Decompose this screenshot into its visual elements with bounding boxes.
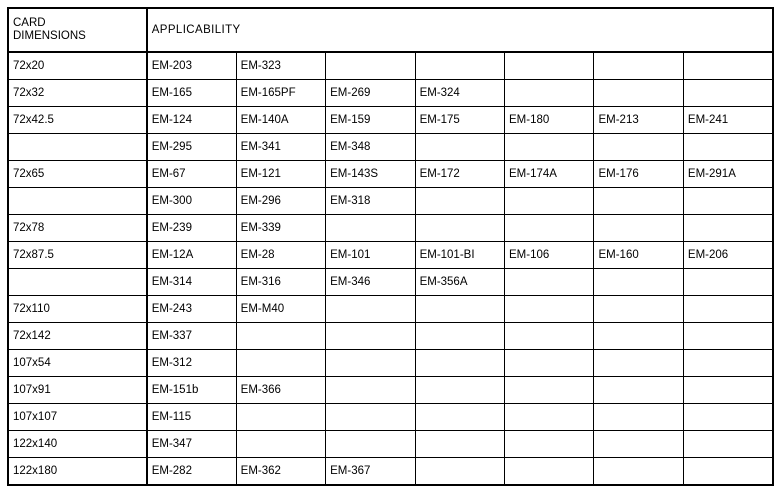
cell-applicability [326,350,415,377]
cell-applicability [415,431,504,458]
cell-applicability: EM-67 [147,161,236,188]
cell-applicability [326,377,415,404]
cell-applicability [683,52,773,80]
cell-applicability [415,404,504,431]
cell-applicability: EM-295 [147,134,236,161]
cell-applicability: EM-115 [147,404,236,431]
cell-applicability: EM-174A [505,161,594,188]
table-row [8,107,773,134]
cell-applicability [236,431,325,458]
cell-applicability: EM-300 [147,188,236,215]
cell-applicability: EM-269 [326,80,415,107]
cell-applicability [505,134,594,161]
header-card-dimensions [8,8,147,52]
cell-card-dimension: 72x32 [8,80,147,107]
cell-applicability: EM-12A [147,242,236,269]
cell-card-dimension: 72x110 [8,296,147,323]
card-dimensions-table [7,7,774,486]
cell-applicability [415,188,504,215]
cell-applicability: EM-M40 [236,296,325,323]
cell-applicability [594,188,683,215]
table-row [8,269,773,296]
table-row [8,458,773,486]
cell-applicability [594,350,683,377]
cell-applicability: EM-312 [147,350,236,377]
cell-applicability [683,296,773,323]
cell-applicability [683,80,773,107]
cell-applicability: EM-347 [147,431,236,458]
table-row [8,80,773,107]
cell-applicability [505,52,594,80]
cell-applicability: EM-341 [236,134,325,161]
cell-applicability [594,323,683,350]
cell-card-dimension: 107x54 [8,350,147,377]
cell-applicability [683,323,773,350]
cell-applicability [236,323,325,350]
cell-applicability [505,404,594,431]
table-header [8,8,773,52]
table-row [8,350,773,377]
cell-applicability: EM-160 [594,242,683,269]
cell-applicability: EM-339 [236,215,325,242]
cell-applicability [683,431,773,458]
cell-applicability: EM-165 [147,80,236,107]
cell-applicability [415,296,504,323]
cell-applicability: EM-241 [683,107,773,134]
cell-card-dimension: 122x140 [8,431,147,458]
cell-applicability [505,458,594,486]
cell-applicability [326,404,415,431]
cell-applicability [236,350,325,377]
table-row [8,404,773,431]
table-row [8,323,773,350]
cell-applicability: EM-296 [236,188,325,215]
cell-applicability [683,350,773,377]
cell-applicability [415,377,504,404]
cell-applicability [594,296,683,323]
table-row [8,161,773,188]
cell-applicability [415,52,504,80]
cell-applicability [594,458,683,486]
cell-applicability [505,377,594,404]
cell-applicability: EM-151b [147,377,236,404]
cell-applicability [683,377,773,404]
cell-card-dimension: 107x91 [8,377,147,404]
cell-card-dimension: 72x87.5 [8,242,147,269]
cell-card-dimension: 72x42.5 [8,107,147,134]
cell-applicability [505,431,594,458]
cell-applicability [505,323,594,350]
cell-applicability: EM-362 [236,458,325,486]
cell-card-dimension: 72x142 [8,323,147,350]
table-row [8,377,773,404]
table-row [8,431,773,458]
cell-applicability [236,404,325,431]
cell-applicability: EM-243 [147,296,236,323]
cell-applicability [683,188,773,215]
cell-applicability: EM-366 [236,377,325,404]
cell-applicability: EM-165PF [236,80,325,107]
header-card-dimensions-line2: DIMENSIONS [13,30,86,42]
cell-applicability: EM-291A [683,161,773,188]
cell-applicability [326,215,415,242]
cell-applicability [415,350,504,377]
cell-card-dimension: 72x78 [8,215,147,242]
cell-applicability [505,80,594,107]
cell-card-dimension: 72x65 [8,161,147,188]
cell-applicability [326,296,415,323]
card-dimensions-sheet [7,7,774,477]
cell-applicability: EM-175 [415,107,504,134]
table-row [8,215,773,242]
cell-applicability: EM-101 [326,242,415,269]
cell-applicability [594,52,683,80]
cell-applicability [594,215,683,242]
cell-applicability: EM-106 [505,242,594,269]
cell-applicability: EM-318 [326,188,415,215]
cell-card-dimension: 107x107 [8,404,147,431]
cell-applicability: EM-239 [147,215,236,242]
cell-applicability: EM-348 [326,134,415,161]
cell-applicability [594,431,683,458]
cell-applicability: EM-124 [147,107,236,134]
cell-applicability [683,215,773,242]
cell-applicability: EM-203 [147,52,236,80]
cell-applicability: EM-324 [415,80,504,107]
cell-applicability: EM-140A [236,107,325,134]
table-row [8,296,773,323]
cell-applicability [505,188,594,215]
cell-applicability: EM-28 [236,242,325,269]
cell-applicability [415,215,504,242]
table-row [8,242,773,269]
cell-applicability: EM-180 [505,107,594,134]
cell-applicability: EM-337 [147,323,236,350]
cell-card-dimension: 122x180 [8,458,147,486]
table-body [8,52,773,485]
cell-applicability: EM-213 [594,107,683,134]
cell-applicability [415,323,504,350]
cell-applicability: EM-316 [236,269,325,296]
cell-applicability: EM-323 [236,52,325,80]
cell-card-dimension: 72x20 [8,52,147,80]
cell-applicability [683,404,773,431]
cell-applicability [415,458,504,486]
cell-applicability [326,323,415,350]
cell-applicability [505,350,594,377]
cell-applicability [683,458,773,486]
cell-applicability: EM-314 [147,269,236,296]
cell-card-dimension [8,188,147,215]
cell-applicability [594,377,683,404]
table-row [8,188,773,215]
cell-applicability [505,296,594,323]
cell-applicability [326,431,415,458]
cell-applicability: EM-367 [326,458,415,486]
cell-applicability [326,52,415,80]
cell-applicability [594,134,683,161]
cell-applicability [594,80,683,107]
cell-applicability [683,269,773,296]
cell-applicability: EM-143S [326,161,415,188]
cell-applicability: EM-356A [415,269,504,296]
table-row [8,134,773,161]
cell-applicability: EM-282 [147,458,236,486]
cell-applicability: EM-346 [326,269,415,296]
cell-applicability: EM-121 [236,161,325,188]
cell-applicability [594,269,683,296]
cell-card-dimension [8,134,147,161]
header-applicability: APPLICABILITY [147,8,773,52]
cell-applicability: EM-101-BI [415,242,504,269]
cell-applicability [594,404,683,431]
table-row [8,52,773,80]
cell-applicability [683,134,773,161]
cell-applicability: EM-159 [326,107,415,134]
cell-applicability: EM-176 [594,161,683,188]
cell-card-dimension [8,269,147,296]
cell-applicability: EM-172 [415,161,504,188]
cell-applicability [505,215,594,242]
cell-applicability: EM-206 [683,242,773,269]
cell-applicability [415,134,504,161]
header-card-dimensions-line1: CARD [13,17,46,29]
cell-applicability [505,269,594,296]
